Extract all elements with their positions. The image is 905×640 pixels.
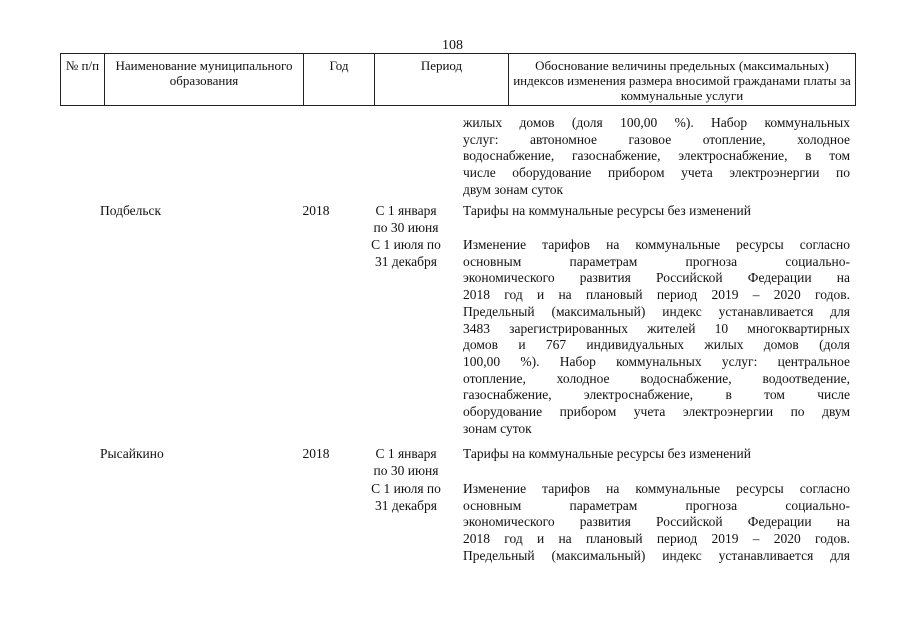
text-line: экономического развития Российской Федерации на — [463, 270, 850, 286]
text-line: водоснабжение, газоснабжение, электроснабжение, в том — [463, 148, 850, 164]
text-line: основным параметрам прогноза социально- — [463, 253, 850, 269]
row-year: 2018 — [302, 203, 330, 218]
municipality-name: Подбельск — [100, 203, 162, 218]
header-year: Год — [304, 54, 375, 106]
period-line: по 30 июня — [373, 219, 439, 235]
header-basis: Обоснование величины предельных (максимальных) индексов изменения размера вносимой гражданами платы за коммунальные услуги — [509, 54, 856, 106]
period-line: С 1 июля по — [371, 237, 441, 252]
text-line: Изменение тарифов на коммунальные ресурсы согласно — [463, 237, 850, 252]
period-line: С 1 января — [375, 203, 437, 218]
text-line: услуг: автономное газовое отопление, холодное — [463, 131, 850, 147]
period-line: С 1 июля по — [371, 481, 441, 496]
period-first-half — [365, 203, 447, 236]
text-line: Предельный (максимальный) индекс устанавливается для — [463, 303, 850, 319]
row-year: 2018 — [302, 446, 330, 461]
header-num: № п/п — [61, 54, 105, 106]
tariff-unchanged-text: Тарифы на коммунальные ресурсы без изменений — [463, 446, 751, 461]
continuation-paragraph — [463, 115, 850, 199]
text-line: 3483 зарегистрированных жителей 10 многоквартирных — [463, 320, 850, 336]
period-first-half — [365, 446, 447, 479]
text-line: Изменение тарифов на коммунальные ресурсы согласно — [463, 481, 850, 496]
period-line: 31 декабря — [375, 253, 437, 269]
period-second-half — [365, 481, 447, 514]
header-period: Период — [375, 54, 509, 106]
page-number: 108 — [442, 38, 463, 53]
tariff-change-paragraph — [463, 237, 850, 437]
text-line: газоснабжение, электроснабжение, в том числе — [463, 387, 850, 403]
text-line: 2018 год и на плановый период 2019 – 2020 годов. — [463, 531, 850, 547]
text-line: отопление, холодное водоснабжение, водоотведение, — [463, 370, 850, 386]
text-line: основным параметрам прогноза социально- — [463, 497, 850, 513]
text-line: зонам суток — [463, 420, 532, 436]
text-line: экономического развития Российской Федерации на — [463, 514, 850, 530]
text-line: двум зонам суток — [463, 181, 564, 197]
text-line: 100,00 %). Набор коммунальных услуг: центральное — [463, 353, 850, 369]
text-line: числе оборудование прибором учета электроэнергии по — [463, 165, 850, 181]
table-header — [60, 53, 856, 106]
tariff-unchanged-text: Тарифы на коммунальные ресурсы без изменений — [463, 203, 751, 218]
text-line: оборудование прибором учета электроэнергии по двум — [463, 404, 850, 420]
tariff-change-paragraph — [463, 481, 850, 565]
text-line: 2018 год и на плановый период 2019 – 2020 годов. — [463, 287, 850, 303]
text-line: Предельный (максимальный) индекс устанавливается для — [463, 547, 850, 563]
period-second-half — [365, 237, 447, 270]
text-line: жилых домов (доля 100,00 %). Набор коммунальных — [463, 115, 850, 130]
period-line: по 30 июня — [373, 462, 439, 478]
header-name: Наименование муниципального образования — [105, 54, 304, 106]
municipality-name: Рысайкино — [100, 446, 164, 461]
text-line: домов и 767 индивидуальных жилых домов (доля — [463, 337, 850, 353]
period-line: 31 декабря — [375, 497, 437, 513]
period-line: С 1 января — [375, 446, 437, 461]
